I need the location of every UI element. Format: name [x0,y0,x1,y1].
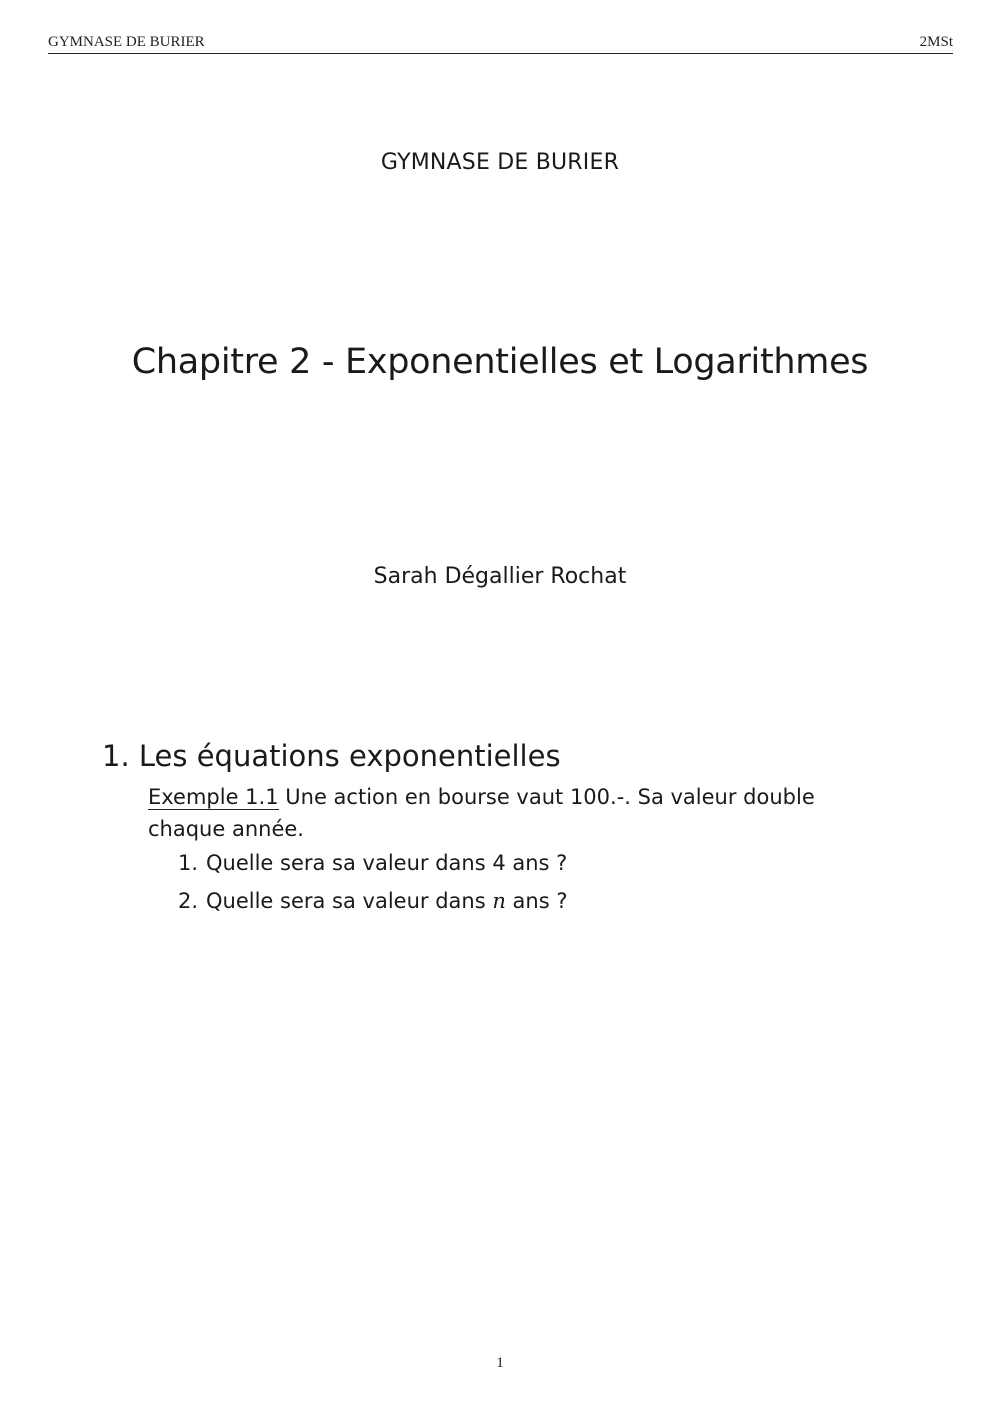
item-text: Quelle sera sa valeur dans 4 ans ? [206,851,568,875]
math-variable: n [492,889,506,913]
school-name: GYMNASE DE BURIER [380,150,620,175]
header-class: 2MSt [919,34,953,50]
section-heading: 1. Les équations exponentielles [102,739,561,773]
list-item [148,886,848,924]
item-text-before: Quelle sera sa valeur dans [206,889,493,913]
document-title: Chapitre 2 - Exponentielles et Logarithmes [131,342,869,382]
example-label: Exemple 1.1 [148,785,279,809]
example-text: Une action en bourse vaut 100.-. Sa valeur double chaque année. [148,785,815,841]
question-list [148,848,848,924]
author-name: Sarah Dégallier Rochat [373,564,627,589]
page-number: 1 [496,1355,504,1371]
item-text-after: ans ? [505,889,568,913]
example-block [148,781,848,845]
list-item [148,848,848,886]
item-number: 2. [177,889,198,913]
header-school: GYMNASE DE BURIER [48,34,205,50]
running-header [48,32,953,54]
item-number: 1. [177,851,198,875]
